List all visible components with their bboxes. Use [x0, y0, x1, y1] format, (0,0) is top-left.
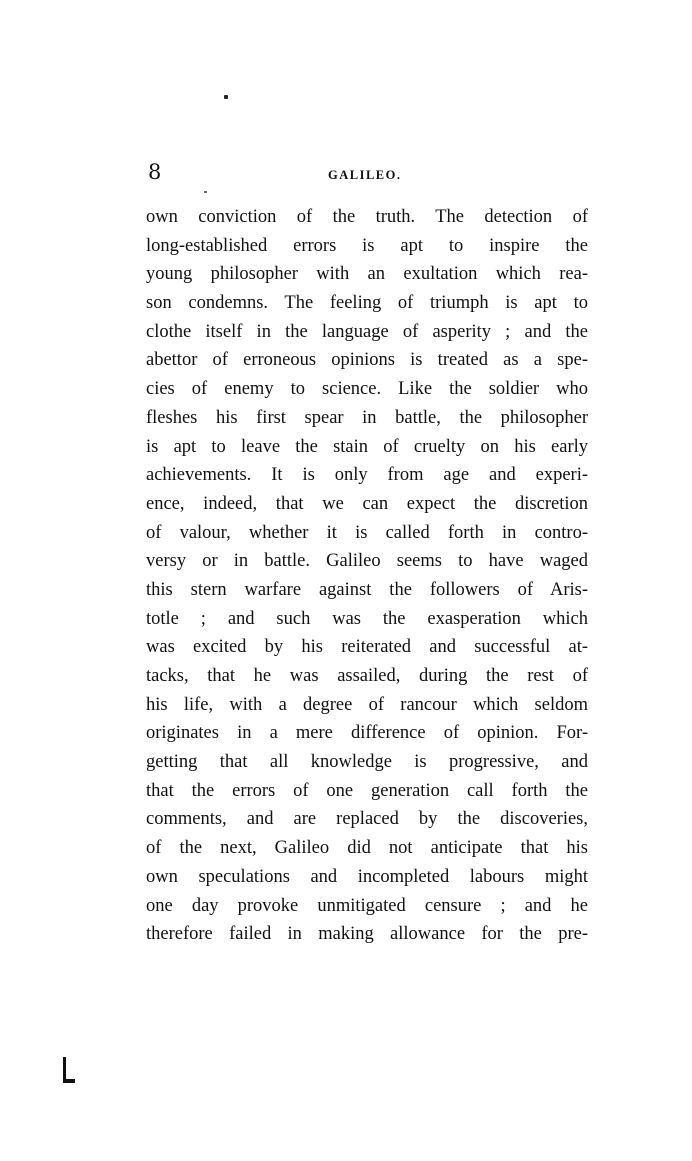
- text-line: his life, with a degree of rancour which seldom: [146, 694, 588, 715]
- text-line: tacks, that he was assailed, during the rest of: [146, 666, 588, 686]
- scan-corner-mark: [62, 1057, 76, 1083]
- text-line: originates in a mere difference of opinion. For-: [146, 723, 588, 744]
- ink-speck-small: [204, 191, 207, 193]
- text-line: own speculations and incompleted labours might: [146, 866, 588, 887]
- body-text: [146, 203, 588, 949]
- text-line: versy or in battle. Galileo seems to have waged: [146, 551, 588, 572]
- text-line: this stern warfare against the followers of Aris-: [146, 579, 588, 600]
- text-line: one day provoke unmitigated censure ; and he: [146, 895, 588, 916]
- page-number: 8: [148, 160, 162, 184]
- text-line: fleshes his first spear in battle, the philosopher: [146, 407, 588, 428]
- text-line: ence, indeed, that we can expect the discretion: [146, 493, 588, 514]
- running-title: GALILEO.: [328, 168, 402, 182]
- text-line: is apt to leave the stain of cruelty on his early: [146, 436, 588, 457]
- text-line: young philosopher with an exultation which rea-: [146, 264, 588, 285]
- text-line: long-established errors is apt to inspire the: [146, 235, 588, 256]
- ink-speck: [224, 95, 228, 99]
- text-line: abettor of erroneous opinions is treated as a spe-: [146, 350, 588, 371]
- text-line: totle ; and such was the exasperation which: [146, 608, 588, 629]
- text-line: getting that all knowledge is progressive, and: [146, 752, 588, 773]
- text-line: achievements. It is only from age and experi-: [146, 465, 588, 486]
- text-line: was excited by his reiterated and successful at-: [146, 637, 588, 658]
- text-line: of the next, Galileo did not anticipate that his: [146, 838, 588, 859]
- text-line: own conviction of the truth. The detection of: [146, 207, 588, 227]
- text-line: that the errors of one generation call forth the: [146, 780, 588, 801]
- text-line: therefore failed in making allowance for the pre-: [146, 924, 588, 945]
- text-line: comments, and are replaced by the discoveries,: [146, 809, 588, 830]
- text-line: clothe itself in the language of asperity ; and the: [146, 321, 588, 342]
- text-line: son condemns. The feeling of triumph is apt to: [146, 293, 588, 314]
- page-header: [148, 160, 588, 190]
- text-line: of valour, whether it is called forth in contro-: [146, 522, 588, 543]
- text-line: cies of enemy to science. Like the soldier who: [146, 379, 588, 400]
